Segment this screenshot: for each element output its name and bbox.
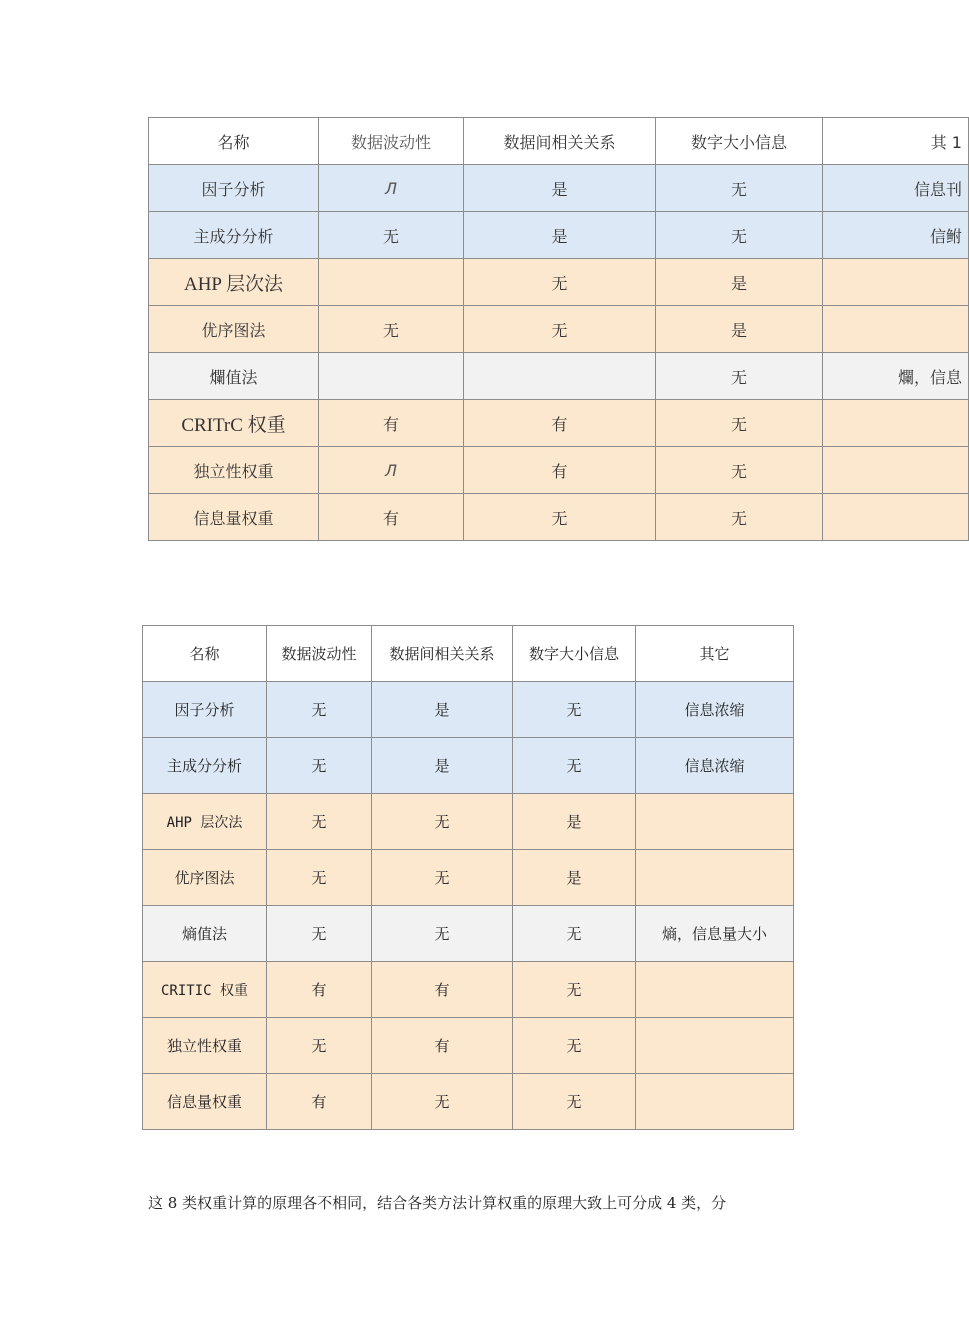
table-cell: 无: [513, 1018, 636, 1074]
table-row: [143, 1018, 794, 1074]
table-1-container: [148, 117, 962, 541]
table-cell: 无: [372, 906, 513, 962]
table-cell: 无: [267, 794, 372, 850]
table-cell: 无: [267, 1018, 372, 1074]
table-cell: 信息浓缩: [636, 738, 794, 794]
table-cell: 熵，信息量大小: [636, 906, 794, 962]
table-cell: [823, 259, 969, 306]
table-row: [143, 682, 794, 738]
table-row: [149, 353, 969, 400]
header-cell: 数字大小信息: [656, 118, 823, 165]
table-cell: 信息刊: [823, 165, 969, 212]
method-name-cell: 主成分分析: [149, 212, 319, 259]
table-cell: 爛，信息: [823, 353, 969, 400]
table-cell: 是: [464, 212, 656, 259]
table-cell: 无: [372, 1074, 513, 1130]
table-cell: 有: [267, 1074, 372, 1130]
method-name-cell: 熵值法: [143, 906, 267, 962]
table-cell: 信鲋: [823, 212, 969, 259]
table-row: [149, 306, 969, 353]
header-cell: 数据波动性: [319, 118, 464, 165]
table-cell: 无: [656, 165, 823, 212]
table-cell: 是: [656, 259, 823, 306]
table-cell: 有: [372, 1018, 513, 1074]
table-cell: 无: [656, 353, 823, 400]
method-name-cell: 优序图法: [143, 850, 267, 906]
table-cell: 无: [372, 794, 513, 850]
method-name-cell: 爛值法: [149, 353, 319, 400]
table-cell: [823, 494, 969, 541]
table-cell: [636, 1074, 794, 1130]
table-cell: 无: [319, 212, 464, 259]
table-row: [149, 494, 969, 541]
method-name-cell: 因子分析: [149, 165, 319, 212]
table-cell: 信息浓缩: [636, 682, 794, 738]
table-header-row: [143, 626, 794, 682]
method-name-cell: 信息量权重: [143, 1074, 267, 1130]
table-row: [149, 165, 969, 212]
method-name-cell: 因子分析: [143, 682, 267, 738]
method-name-cell: CRITrC 权重: [149, 400, 319, 447]
table-cell: 无: [267, 906, 372, 962]
table-cell: 有: [319, 494, 464, 541]
table-cell: 有: [372, 962, 513, 1018]
body-paragraph: 这 8 类权重计算的原理各不相同，结合各类方法计算权重的原理大致上可分成 4 类，分: [148, 1194, 727, 1212]
header-cell: 其它: [636, 626, 794, 682]
table-cell: 是: [372, 738, 513, 794]
method-name-cell: AHP 层次法: [143, 794, 267, 850]
table-cell: Л: [319, 165, 464, 212]
table-header-row: [149, 118, 969, 165]
table-cell: 无: [464, 494, 656, 541]
method-comparison-table-2: [142, 625, 794, 1130]
table-cell: 有: [267, 962, 372, 1018]
table-row: [149, 259, 969, 306]
table-cell: Л: [319, 447, 464, 494]
table-cell: 是: [464, 165, 656, 212]
method-name-cell: 优序图法: [149, 306, 319, 353]
table-cell: 无: [267, 738, 372, 794]
table-row: [143, 850, 794, 906]
header-cell: 其 1: [823, 118, 969, 165]
header-cell: 数字大小信息: [513, 626, 636, 682]
table-row: [149, 212, 969, 259]
table-cell: [636, 850, 794, 906]
table-cell: 无: [513, 738, 636, 794]
table-cell: 有: [464, 400, 656, 447]
table-cell: 是: [656, 306, 823, 353]
table-cell: [823, 400, 969, 447]
table-cell: 无: [656, 494, 823, 541]
table-cell: [464, 353, 656, 400]
table-cell: [636, 1018, 794, 1074]
header-cell: 数据波动性: [267, 626, 372, 682]
table-cell: 无: [319, 306, 464, 353]
header-cell: 数据间相关关系: [464, 118, 656, 165]
table-cell: [823, 306, 969, 353]
table-row: [149, 400, 969, 447]
table-cell: [823, 447, 969, 494]
header-cell: 名称: [143, 626, 267, 682]
table-cell: 无: [656, 212, 823, 259]
table-cell: 无: [513, 962, 636, 1018]
table-cell: 无: [267, 850, 372, 906]
table-cell: 是: [372, 682, 513, 738]
table-cell: [636, 794, 794, 850]
table-cell: 无: [372, 850, 513, 906]
method-name-cell: AHP 层次法: [149, 259, 319, 306]
table-cell: 无: [513, 682, 636, 738]
table-cell: 无: [513, 1074, 636, 1130]
method-name-cell: CRITIC 权重: [143, 962, 267, 1018]
method-name-cell: 主成分分析: [143, 738, 267, 794]
method-name-cell: 独立性权重: [149, 447, 319, 494]
header-cell: 名称: [149, 118, 319, 165]
table-cell: [319, 259, 464, 306]
method-name-cell: 信息量权重: [149, 494, 319, 541]
table-cell: [319, 353, 464, 400]
table-cell: 无: [656, 400, 823, 447]
method-name-cell: 独立性权重: [143, 1018, 267, 1074]
table-cell: 有: [464, 447, 656, 494]
method-comparison-table-1: [148, 117, 969, 541]
table-row: [143, 906, 794, 962]
table-cell: 无: [656, 447, 823, 494]
table-row: [143, 794, 794, 850]
table-row: [143, 1074, 794, 1130]
table-cell: 无: [267, 682, 372, 738]
table-cell: 是: [513, 794, 636, 850]
table-cell: [636, 962, 794, 1018]
table-row: [143, 962, 794, 1018]
table-cell: 有: [319, 400, 464, 447]
table-cell: 无: [513, 906, 636, 962]
table-cell: 无: [464, 306, 656, 353]
table-row: [143, 738, 794, 794]
table-cell: 无: [464, 259, 656, 306]
table-row: [149, 447, 969, 494]
table-cell: 是: [513, 850, 636, 906]
header-cell: 数据间相关关系: [372, 626, 513, 682]
